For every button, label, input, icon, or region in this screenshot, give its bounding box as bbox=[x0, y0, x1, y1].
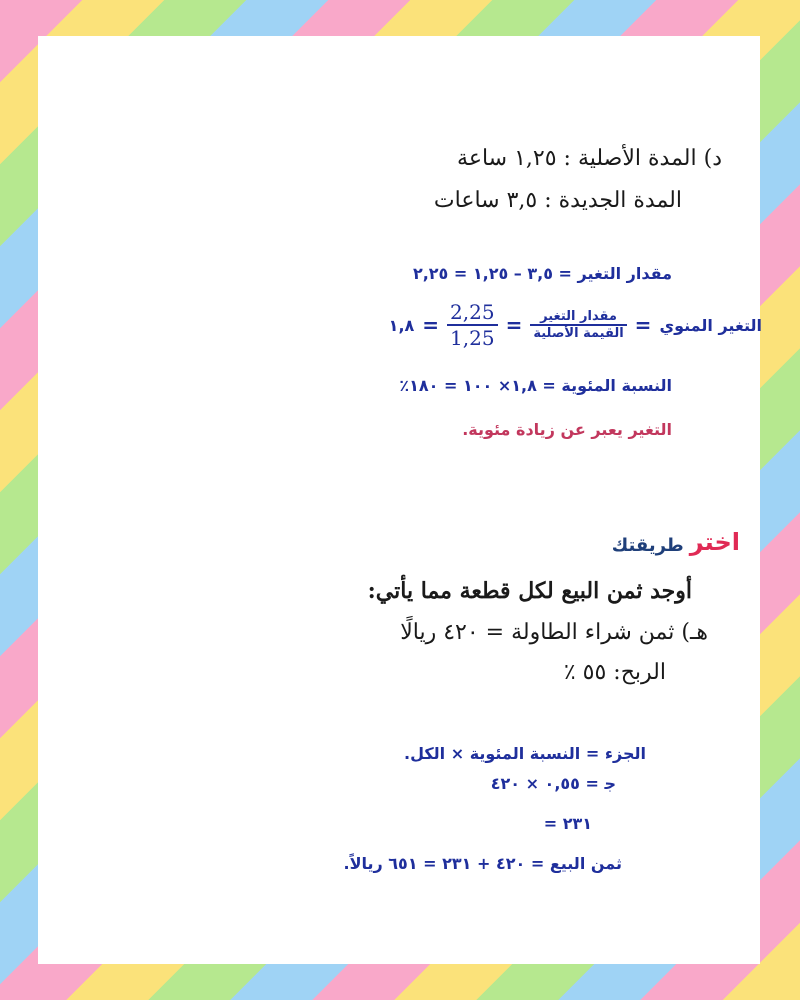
change-amount-line: مقدار التغير = ٣,٥ – ١,٢٥ = ٢,٢٥ bbox=[412, 264, 672, 283]
number-fraction bbox=[447, 300, 498, 350]
equals-sign: = bbox=[505, 313, 523, 337]
calculation-step-1: ﺟ = ٠,٥٥ × ٤٢٠ bbox=[490, 774, 616, 793]
number-fraction-denominator: 1,25 bbox=[450, 326, 495, 350]
profit-line: الربح: ٥٥ ٪ bbox=[563, 660, 666, 685]
purchase-price-line: هـ) ثمن شراء الطاولة = ٤٢٠ ريالًا bbox=[400, 620, 708, 645]
new-duration-line: المدة الجديدة : ٣,٥ ساعات bbox=[433, 188, 682, 213]
original-duration-line: د) المدة الأصلية : ١,٢٥ ساعة bbox=[457, 146, 722, 171]
percent-change-formula bbox=[389, 300, 762, 350]
percent-change-label: التغير المنوي bbox=[659, 315, 762, 335]
number-fraction-numerator: 2,25 bbox=[450, 300, 495, 324]
conclusion-line: التغير يعبر عن زيادة مئوية. bbox=[462, 420, 672, 439]
word-fraction bbox=[530, 309, 626, 341]
choose-accent-word: اختر bbox=[689, 528, 740, 556]
word-fraction-denominator: القيمة الأصلية bbox=[533, 326, 624, 341]
calculation-step-2: = ٢٣١ bbox=[543, 814, 592, 833]
selling-price-text: ثمن البيع = ٤٢٠ + ٢٣١ = ٦٥١ ريالاً. bbox=[343, 854, 622, 873]
problem-prompt: أوجد ثمن البيع لكل قطعة مما يأتي: bbox=[367, 578, 692, 604]
equals-sign: = bbox=[634, 313, 652, 337]
selling-price-line bbox=[343, 854, 622, 873]
choose-your-way-heading bbox=[612, 528, 740, 556]
percent-change-result: ١,٨ bbox=[388, 315, 415, 335]
worksheet-page bbox=[38, 36, 760, 964]
your-way-word: طريقتك bbox=[611, 535, 684, 556]
part-formula-line: الجزء = النسبة المئوية × الكل. bbox=[403, 744, 646, 763]
percentage-line: النسبة المئوية = ١,٨× ١٠٠ = ١٨٠٪ bbox=[399, 376, 672, 395]
equals-sign: = bbox=[422, 313, 440, 337]
word-fraction-numerator: مقدار التغير bbox=[540, 309, 617, 324]
